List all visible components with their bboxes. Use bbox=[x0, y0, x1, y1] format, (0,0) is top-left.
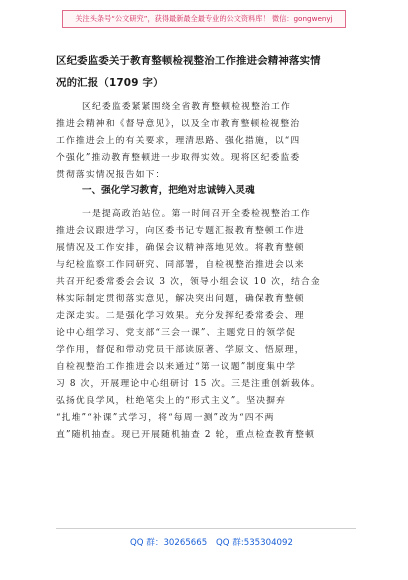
intro-line-3: 工作推进会上的有关要求，理清思路、强化措施，以“四 bbox=[56, 136, 301, 146]
document-title-line-2: 况的汇报（1709 字） bbox=[56, 77, 164, 89]
section-1-line-13: “扎堆”“补课”式学习，将“每周一测”改为“四不两 bbox=[56, 413, 275, 423]
intro-line-4: 个强化”推动教育整顿进一步取得实效。现将区纪委监委 bbox=[56, 153, 301, 163]
section-1-line-12: 弘扬优良学风，杜绝笔尖上的“形式主义”。坚决摒弃 bbox=[56, 396, 287, 406]
section-1-line-5: 共召开纪委常委会会议 3 次，领导小组会议 10 次，结合金 bbox=[56, 277, 321, 287]
footer-divider bbox=[56, 528, 356, 529]
section-1-line-11: 习 8 次，开展理论中心组研讨 15 次。三是注重创新载体。 bbox=[56, 379, 321, 389]
section-1-line-7: 走深走实。二是强化学习效果。充分发挥纪委常委会、理 bbox=[56, 311, 305, 321]
section-1-line-6: 林实际制定贯彻落实意见，解决突出问题，确保教育整顿 bbox=[56, 294, 305, 304]
promo-banner: 关注头条号“公文研究”，获得最新最全最专业的公文资料库！ 微信：gongwenyj bbox=[62, 10, 346, 28]
document-title-line-1: 区纪委监委关于教育整顿检视整治工作推进会精神落实情 bbox=[56, 55, 321, 67]
section-1-line-14: 直”随机抽查。现已开展随机抽查 2 轮，重点检查教育整顿 bbox=[56, 430, 316, 440]
section-1-line-2: 推进会议跟进学习，向区委书记专题汇报教育整顿工作进 bbox=[56, 226, 305, 236]
footer-qq-group-1: QQ 群：30265665 bbox=[130, 538, 208, 548]
intro-line-1: 区纪委监委紧紧围绕全省教育整顿检视整治工作 bbox=[82, 102, 291, 112]
intro-line-2: 推进会精神和《督导意见》，以及全市教育整顿检视整治 bbox=[56, 119, 301, 129]
section-1-line-8: 论中心组学习、党支部“三会一课”、主题党日的领学促 bbox=[56, 328, 297, 338]
section-1-line-9: 学作用，督促和带动党员干部读原著、学原文、悟原理， bbox=[56, 345, 305, 355]
section-1-line-1: 一是提高政治站位。第一时间召开全委检视整治工作 bbox=[82, 209, 311, 219]
section-1-line-4: 与纪检监察工作同研究、同部署，自检视整治推进会以来 bbox=[56, 260, 305, 270]
section-1-line-3: 展情况及工作安排，确保会议精神落地见效。将教育整顿 bbox=[56, 243, 305, 253]
intro-line-5: 贯彻落实情况报告如下： bbox=[56, 170, 166, 180]
footer-qq-group-2: QQ 群:535304092 bbox=[216, 538, 293, 548]
section-1-line-10: 自检视整治工作推进会以来通过“第一议题”制度集中学 bbox=[56, 362, 297, 372]
section-1-heading: 一、强化学习教育，把绝对忠诚铸入灵魂 bbox=[82, 185, 255, 196]
